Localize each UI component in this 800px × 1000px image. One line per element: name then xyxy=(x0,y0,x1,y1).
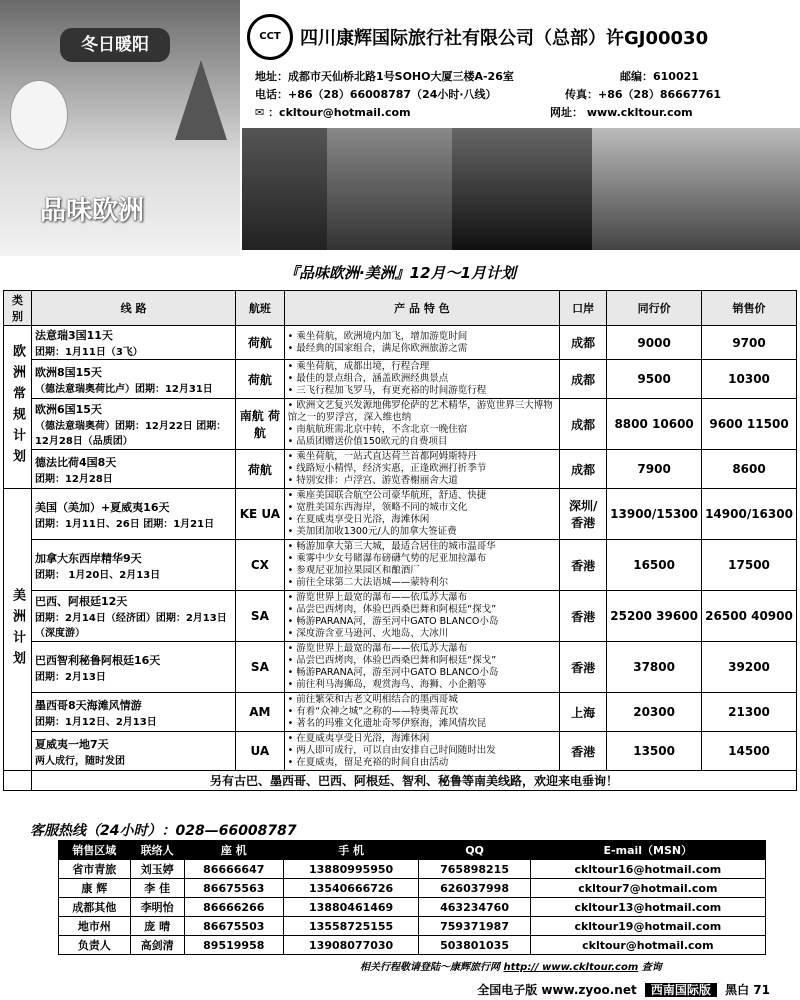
feature-item: • 畅游PARANA河，游至河中GATO BLANCO小岛 xyxy=(287,667,499,678)
sale-price: 17500 xyxy=(702,540,797,591)
contact-cell: 成都其他 xyxy=(59,898,131,917)
feature-item: • 畅游PARANA河，游至河中GATO BLANCO小岛 xyxy=(287,616,499,627)
port-cell: 深圳/香港 xyxy=(560,489,607,540)
features-cell xyxy=(284,693,560,732)
table-row xyxy=(4,642,797,693)
eiffel-photo xyxy=(452,128,592,250)
table-row xyxy=(4,360,797,399)
contact-header: 联络人 xyxy=(130,841,184,860)
contact-cell: 13880461469 xyxy=(283,898,419,917)
airline-cell: CX xyxy=(236,540,285,591)
feature-item: • 畅游加拿大第三大城，最适合居住的城市温哥华 xyxy=(287,541,496,552)
feature-item: • 前往全球第二大法语城——蒙特利尔 xyxy=(287,577,449,588)
sale-price: 39200 xyxy=(702,642,797,693)
mail-icon: ✉ xyxy=(255,106,265,119)
company-name: 四川康辉国际旅行社有限公司（总部）许GJ00030 xyxy=(300,28,709,49)
feature-text: 畅游PARANA河，游至河中GATO BLANCO小岛 xyxy=(296,616,499,627)
feature-item: • 欧洲文艺复兴发源地佛罗伦萨的艺术精华，游览世界三大博物馆之一的罗浮宫，深入维也纳 xyxy=(287,400,553,423)
features-cell xyxy=(284,399,560,450)
feature-text: 畅游加拿大第三大城，最适合居住的城市温哥华 xyxy=(296,541,496,552)
route-dates: 团期：1月11日（3飞） xyxy=(34,347,143,358)
sale-price: 14900/16300 xyxy=(702,489,797,540)
feature-text: 乘坐荷航，欧洲境内加飞，增加游览时间 xyxy=(296,330,468,342)
feature-text: 在夏威夷享受日光浴，海滩休闲 xyxy=(296,514,430,525)
building-photo xyxy=(242,128,327,250)
feature-item: • 三飞行程加飞罗马，有更充裕的时间游览行程 xyxy=(287,385,487,396)
feature-text: 最佳的景点组合，涵盖欧洲经典景点 xyxy=(296,373,449,384)
table-row xyxy=(4,489,797,540)
port-cell: 上海 xyxy=(560,693,607,732)
sale-price: 10300 xyxy=(702,360,797,399)
port-cell: 香港 xyxy=(560,540,607,591)
route-dates: 团期：2月14日（经济团）团期：2月13日（深度游） xyxy=(34,613,227,639)
port-cell: 成都 xyxy=(560,450,607,489)
airline-cell: AM xyxy=(236,693,285,732)
feature-item: • 品尝巴西烤肉，体验巴西桑巴舞和阿根廷“探戈” xyxy=(287,604,497,615)
route-name: 夏威夷一地7天 xyxy=(34,737,109,751)
blank-cell xyxy=(4,771,32,791)
contact-cell: 86675563 xyxy=(184,879,283,898)
route-cell xyxy=(31,326,235,360)
contact-header: 手 机 xyxy=(283,841,419,860)
phone: 电话：+86（28）66008787（24小时·八线） xyxy=(255,88,497,101)
contact-cell: 86675503 xyxy=(184,917,283,936)
table-header: 线 路 xyxy=(31,291,235,326)
airline-cell: 南航 荷航 xyxy=(236,399,285,450)
snowman-icon xyxy=(10,80,68,150)
airline-cell: UA xyxy=(236,732,285,771)
feature-item: • 游览世界上最宽的瀑布——依瓜苏大瀑布 xyxy=(287,643,468,654)
winter-label: 冬日暖阳 xyxy=(60,28,170,62)
route-name: 巴西、阿根廷12天 xyxy=(34,595,128,608)
table-row xyxy=(4,591,797,642)
route-cell xyxy=(31,591,235,642)
address: 地址：成都市天仙桥北路1号SOHO大厦三楼A-26室 xyxy=(255,70,514,83)
peer-price: 20300 xyxy=(607,693,702,732)
feature-text: 参观尼亚加拉果园区和酿酒厂 xyxy=(296,565,420,576)
sale-price: 26500 40900 xyxy=(702,591,797,642)
route-name: 欧洲8国15天 xyxy=(34,365,102,379)
feature-item: • 最佳的景点组合，涵盖欧洲经典景点 xyxy=(287,373,449,384)
route-dates: 团期： 1月20日、2月13日 xyxy=(34,569,161,581)
table-row xyxy=(4,693,797,732)
route-dates: 团期：12月28日 xyxy=(34,473,113,485)
peer-price: 37800 xyxy=(607,642,702,693)
contact-header: 座 机 xyxy=(184,841,283,860)
airline-cell: SA xyxy=(236,591,285,642)
company-logo: CCT xyxy=(247,14,293,60)
feature-item: • 乘坐荷航，成都出境，行程合理 xyxy=(287,361,430,372)
sale-price: 8600 xyxy=(702,450,797,489)
route-cell xyxy=(31,450,235,489)
contact-cell: 庞 晴 xyxy=(130,917,184,936)
port-cell: 香港 xyxy=(560,591,607,642)
feature-text: 品质团赠送价值150欧元的自费项目 xyxy=(296,436,448,447)
feature-item: • 有着“众神之城”之称的——特奥蒂瓦坎 xyxy=(287,706,459,717)
contact-cell: 高剑清 xyxy=(130,936,184,955)
features-cell xyxy=(284,642,560,693)
peer-price: 7900 xyxy=(607,450,702,489)
port-cell: 成都 xyxy=(560,326,607,360)
winter-banner xyxy=(0,0,240,256)
features-cell xyxy=(284,489,560,540)
contact-cell: 康 辉 xyxy=(59,879,131,898)
feature-item: • 品尝巴西烤肉，体验巴西桑巴舞和阿根廷“探戈” xyxy=(287,655,497,666)
feature-text: 在夏威夷享受日光浴，海滩休闲 xyxy=(296,733,430,744)
feature-item: • 深度游含亚马逊河、火地岛、大冰川 xyxy=(287,628,449,639)
feature-text: 宽胜美国东西海岸，领略不同的城市文化 xyxy=(296,502,468,513)
feature-item: • 前往繁荣和古老文明相结合的墨西哥城 xyxy=(287,694,458,705)
feature-text: 两人即可成行，可以自由安排自己时间随时出发 xyxy=(296,745,496,756)
contact-row xyxy=(59,917,766,936)
christmas-tree-icon xyxy=(175,60,227,140)
route-name: 巴西智利秘鲁阿根廷16天 xyxy=(34,653,161,667)
feature-text: 乘座美国联合航空公司豪华航班，舒适、快捷 xyxy=(296,490,487,501)
footer-site: 全国电子版 www.zyoo.net xyxy=(477,983,637,997)
cathedral-photo xyxy=(327,128,452,250)
feature-item: • 美加团加收1300元/人的加拿大签证费 xyxy=(287,526,457,537)
category-cell: 美洲计划 xyxy=(4,489,32,771)
feature-item: • 在夏威夷，留足充裕的时间自由活动 xyxy=(287,757,449,768)
contact-table xyxy=(58,840,766,955)
feature-text: 前往全球第二大法语城——蒙特利尔 xyxy=(296,577,449,588)
contact-row xyxy=(59,898,766,917)
features-cell xyxy=(284,732,560,771)
feature-item: • 最经典的国家组合，满足你欧洲旅游之需 xyxy=(287,342,468,354)
contact-cell: 503801035 xyxy=(419,936,530,955)
airline-cell: 荷航 xyxy=(236,326,285,360)
feature-text: 有着“众神之城”之称的——特奥蒂瓦坎 xyxy=(296,706,459,717)
feature-item: • 著名的玛雅文化遗址奇琴伊察海，滩风情坎昆 xyxy=(287,718,487,729)
table-header: 航班 xyxy=(236,291,285,326)
feature-text: 在夏威夷，留足充裕的时间自由活动 xyxy=(296,757,449,768)
feature-item: • 在夏威夷享受日光浴，海滩休闲 xyxy=(287,514,430,525)
table-header: 类别 xyxy=(4,291,32,326)
feature-item: • 在夏威夷享受日光浴，海滩休闲 xyxy=(287,733,430,744)
route-name: 美国（美加）+夏威夷16天 xyxy=(34,500,170,514)
feature-text: 乘雾中少女号睹瀑布磅礴气势的尼亚加拉瀑布 xyxy=(296,553,487,564)
feature-item: • 特别安排：卢浮宫、游览香榭丽舍大道 xyxy=(287,475,458,486)
contact-cell: 刘玉婷 xyxy=(130,860,184,879)
route-name: 法意瑞3国11天 xyxy=(34,329,113,342)
feature-text: 前往繁荣和古老文明相结合的墨西哥城 xyxy=(296,694,458,705)
contact-row xyxy=(59,879,766,898)
peer-price: 13900/15300 xyxy=(607,489,702,540)
contact-cell: 759371987 xyxy=(419,917,530,936)
feature-item: • 南航航班需北京中转，不含北京一晚住宿 xyxy=(287,424,468,435)
peer-price: 9000 xyxy=(607,326,702,360)
port-cell: 成都 xyxy=(560,399,607,450)
route-dates: 团期：2月13日 xyxy=(34,671,106,683)
table-row xyxy=(4,732,797,771)
sale-price: 9600 11500 xyxy=(702,399,797,450)
feature-text: 深度游含亚马逊河、火地岛、大冰川 xyxy=(296,628,449,639)
table-row xyxy=(4,326,797,360)
features-cell xyxy=(284,540,560,591)
contact-email[interactable]: ckltour13@hotmail.com xyxy=(530,898,765,917)
feature-item: • 乘座美国联合航空公司豪华航班，舒适、快捷 xyxy=(287,490,487,501)
contact-cell: 省市青旅 xyxy=(59,860,131,879)
contact-cell: 626037998 xyxy=(419,879,530,898)
feature-text: 畅游PARANA河，游至河中GATO BLANCO小岛 xyxy=(296,667,499,678)
peer-price: 25200 39600 xyxy=(607,591,702,642)
feature-item: • 两人即可成行，可以自由安排自己时间随时出发 xyxy=(287,745,496,756)
airline-cell: 荷航 xyxy=(236,450,285,489)
peer-price: 8800 10600 xyxy=(607,399,702,450)
feature-text: 乘坐荷航，成都出境，行程合理 xyxy=(296,361,430,372)
contact-email[interactable]: ckltour16@hotmail.com xyxy=(530,860,765,879)
feature-item: • 乘坐荷航，一站式直达荷兰首都阿姆斯特丹 xyxy=(287,451,477,462)
sale-price: 9700 xyxy=(702,326,797,360)
route-dates: 两人成行，随时发团 xyxy=(34,755,125,767)
sale-price: 14500 xyxy=(702,732,797,771)
port-cell: 成都 xyxy=(560,360,607,399)
route-name: 欧洲6国15天 xyxy=(34,403,102,416)
fax: 传真：+86（28）86667761 xyxy=(565,88,722,101)
feature-text: 游览世界上最宽的瀑布——依瓜苏大瀑布 xyxy=(296,643,468,654)
feature-text: 前往利马海狮岛，观赏海鸟、海狮、小企鹅等 xyxy=(296,679,487,690)
table-header: 同行价 xyxy=(607,291,702,326)
features-cell xyxy=(284,450,560,489)
email-row xyxy=(255,104,411,120)
features-cell xyxy=(284,326,560,360)
footer-edition: 西南国际版 xyxy=(645,983,717,997)
contact-cell: 李明怡 xyxy=(130,898,184,917)
feature-item: • 乘坐荷航，欧洲境内加飞，增加游览时间 xyxy=(287,330,468,342)
contact-row xyxy=(59,936,766,955)
footer xyxy=(0,980,800,1000)
routes-table xyxy=(3,290,797,791)
sale-price: 21300 xyxy=(702,693,797,732)
peer-price: 16500 xyxy=(607,540,702,591)
peer-price: 9500 xyxy=(607,360,702,399)
footer-bw: 黑白 xyxy=(725,983,750,997)
contact-cell: 13540666726 xyxy=(283,879,419,898)
page-number: 71 xyxy=(753,983,770,997)
route-name: 德法比荷4国8天 xyxy=(34,455,117,469)
feature-text: 特别安排：卢浮宫、游览香榭丽舍大道 xyxy=(296,475,458,486)
contact-cell: 86666647 xyxy=(184,860,283,879)
feature-item: • 线路短小精悍，经济实惠，正逢欧洲打折季节 xyxy=(287,463,487,474)
contact-cell: 86666266 xyxy=(184,898,283,917)
feature-text: 三飞行程加飞罗马，有更充裕的时间游览行程 xyxy=(296,385,487,396)
europe-slogan: 品味欧洲 xyxy=(40,196,145,226)
contact-email[interactable]: ckltour7@hotmail.com xyxy=(530,879,765,898)
contact-email[interactable]: ckltour19@hotmail.com xyxy=(530,917,765,936)
feature-item: • 参观尼亚加拉果园区和酿酒厂 xyxy=(287,565,420,576)
contact-header: E-mail（MSN） xyxy=(530,841,765,860)
contact-cell: 13908077030 xyxy=(283,936,419,955)
route-cell xyxy=(31,489,235,540)
route-dates: （德法意瑞奥荷比卢）团期：12月31日 xyxy=(34,383,213,395)
contact-cell: 李 佳 xyxy=(130,879,184,898)
feature-text: 线路短小精悍，经济实惠，正逢欧洲打折季节 xyxy=(296,463,487,474)
more-note: 另有古巴、墨西哥、巴西、阿根廷、智利、秘鲁等南美线路，欢迎来电垂询！ xyxy=(31,771,796,791)
table-row xyxy=(4,399,797,450)
port-cell: 香港 xyxy=(560,642,607,693)
feature-text: 乘坐荷航，一站式直达荷兰首都阿姆斯特丹 xyxy=(296,451,477,462)
feature-text: 美加团加收1300元/人的加拿大签证费 xyxy=(296,526,457,537)
route-cell xyxy=(31,642,235,693)
contact-cell: 负责人 xyxy=(59,936,131,955)
airline-cell: KE UA xyxy=(236,489,285,540)
contact-cell: 765898215 xyxy=(419,860,530,879)
route-name: 加拿大东西岸精华9天 xyxy=(34,551,142,565)
feature-item: • 游览世界上最宽的瀑布——依瓜苏大瀑布 xyxy=(287,592,468,603)
photo-strip xyxy=(242,128,800,250)
category-cell: 欧洲常规计划 xyxy=(4,326,32,489)
route-dates: （德法意瑞奥荷）团期：12月22日 团期：12月28日（品质团） xyxy=(34,421,227,447)
website[interactable]: 网址： www.ckltour.com xyxy=(550,106,693,119)
hotline: 客服热线（24小时）：028—66008787 xyxy=(30,823,297,839)
feature-text: 品尝巴西烤肉，体验巴西桑巴舞和阿根廷“探戈” xyxy=(296,604,497,615)
table-row xyxy=(4,540,797,591)
route-cell xyxy=(31,399,235,450)
table-row xyxy=(4,450,797,489)
contact-header: 销售区域 xyxy=(59,841,131,860)
feature-text: 品尝巴西烤肉，体验巴西桑巴舞和阿根廷“探戈” xyxy=(296,655,497,666)
feature-text: 南航航班需北京中转，不含北京一晚住宿 xyxy=(296,424,468,435)
route-cell xyxy=(31,693,235,732)
contact-cell: 13558725155 xyxy=(283,917,419,936)
features-cell xyxy=(284,360,560,399)
contact-cell: 地市州 xyxy=(59,917,131,936)
features-cell xyxy=(284,591,560,642)
plan-title: 『品味欧洲·美洲』12月～1月计划 xyxy=(283,264,516,282)
inquire-line: 相关行程敬请登陆～康辉旅行网 http:// www.ckltour.com 查询 xyxy=(360,962,662,973)
feature-text: 最经典的国家组合，满足你欧洲旅游之需 xyxy=(296,342,468,354)
postcode: 邮编：610021 xyxy=(620,70,699,83)
contact-cell: 89519958 xyxy=(184,936,283,955)
contact-cell: 13880995950 xyxy=(283,860,419,879)
route-cell xyxy=(31,540,235,591)
route-cell xyxy=(31,360,235,399)
feature-text: 欧洲文艺复兴发源地佛罗伦萨的艺术精华，游览世界三大博物馆之一的罗浮宫，深入维也纳 xyxy=(287,400,553,423)
route-cell xyxy=(31,732,235,771)
route-name: 墨西哥8天海滩风情游 xyxy=(34,698,142,712)
email[interactable]: ：ckltour@hotmail.com xyxy=(268,106,411,119)
table-header: 销售价 xyxy=(702,291,797,326)
airline-cell: SA xyxy=(236,642,285,693)
alps-photo xyxy=(592,128,800,250)
feature-item: • 乘雾中少女号睹瀑布磅礴气势的尼亚加拉瀑布 xyxy=(287,553,487,564)
contact-header: QQ xyxy=(419,841,530,860)
contact-row xyxy=(59,860,766,879)
route-dates: 团期：1月12日、2月13日 xyxy=(34,716,157,728)
port-cell: 香港 xyxy=(560,732,607,771)
feature-item: • 前往利马海狮岛，观赏海鸟、海狮、小企鹅等 xyxy=(287,679,487,690)
feature-text: 著名的玛雅文化遗址奇琴伊察海，滩风情坎昆 xyxy=(296,718,487,729)
more-row xyxy=(4,771,797,791)
feature-text: 游览世界上最宽的瀑布——依瓜苏大瀑布 xyxy=(296,592,468,603)
contact-email[interactable]: ckltour@hotmail.com xyxy=(530,936,765,955)
inquire-link[interactable]: http:// www.ckltour.com xyxy=(503,962,639,973)
contact-cell: 463234760 xyxy=(419,898,530,917)
route-dates: 团期：1月11日、26日 团期：1月21日 xyxy=(34,518,215,530)
table-header: 产 品 特 色 xyxy=(284,291,560,326)
airline-cell: 荷航 xyxy=(236,360,285,399)
feature-item: • 品质团赠送价值150欧元的自费项目 xyxy=(287,436,448,447)
feature-item: • 宽胜美国东西海岸，领略不同的城市文化 xyxy=(287,502,468,513)
peer-price: 13500 xyxy=(607,732,702,771)
table-header: 口岸 xyxy=(560,291,607,326)
